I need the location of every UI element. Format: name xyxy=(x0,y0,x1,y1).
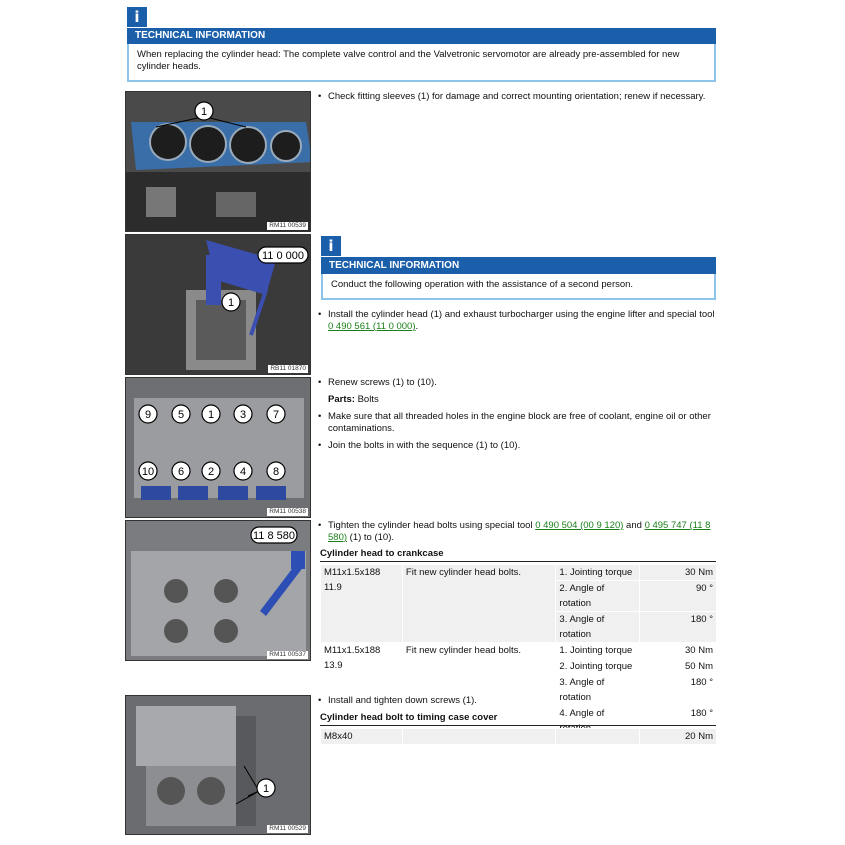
bolt-sequence-illustration xyxy=(126,378,311,518)
value-cell: 180 ° xyxy=(640,675,717,706)
callout-1: 1 xyxy=(227,297,235,309)
value-cell: 30 Nm xyxy=(640,643,717,659)
value-cell: 90 ° xyxy=(640,581,717,612)
engine-lifter-illustration xyxy=(126,235,311,375)
step-cell: 2. Jointing torque xyxy=(556,659,640,675)
step4-text: Tighten the cylinder head bolts using special tool xyxy=(328,520,536,531)
callout-9: 9 xyxy=(144,409,152,421)
callout-10: 10 xyxy=(141,466,155,478)
step4-text-end: (1) to (10). xyxy=(347,532,395,543)
callout-1: 1 xyxy=(207,409,215,421)
bolt-cell: M11x1.5x188 13.9 xyxy=(321,643,403,737)
callout-1: 1 xyxy=(200,106,208,118)
info-text: Conduct the following operation with the assistance of a second person. xyxy=(321,274,716,300)
table-row xyxy=(321,643,717,659)
table-title: Cylinder head bolt to timing case cover xyxy=(320,712,716,726)
step3-bullet-1: • Renew screws (1) to (10). xyxy=(318,377,718,389)
callout-5: 5 xyxy=(177,409,185,421)
tool-link[interactable]: 0 490 561 (11 0 000) xyxy=(328,321,416,332)
step-cell: 1. Jointing torque xyxy=(556,643,640,659)
callout-3: 3 xyxy=(239,409,247,421)
step-cell: 4. Angle of xyxy=(556,706,640,737)
image-code: RM11 00537 xyxy=(269,651,306,658)
value-cell: 180 ° xyxy=(640,612,717,643)
callout-6: 6 xyxy=(177,466,185,478)
timing-case-table xyxy=(320,728,717,745)
image-code: RM11 00539 xyxy=(269,222,306,229)
info-title: TECHNICAL INFORMATION xyxy=(321,257,716,274)
engine-block-illustration xyxy=(126,92,311,232)
photo-special-tool xyxy=(125,520,311,661)
callout-8: 8 xyxy=(272,466,280,478)
empty-cell xyxy=(556,729,640,745)
table-title: Cylinder head to crankcase xyxy=(320,548,716,562)
table-row xyxy=(321,565,717,581)
callout-2: 2 xyxy=(207,466,215,478)
callout-4: 4 xyxy=(239,466,247,478)
info-title: TECHNICAL INFORMATION xyxy=(127,28,716,44)
step3-bullet-2: • Make sure that all threaded holes in the engine block are free of coolant, engine oil or other contaminations. xyxy=(318,411,718,435)
callout-1: 1 xyxy=(262,783,270,795)
info-icon: i xyxy=(127,7,147,27)
image-code: RB11 01870 xyxy=(270,365,306,372)
step2-bullet xyxy=(318,309,718,333)
parts-line xyxy=(328,394,379,406)
value-cell: 20 Nm xyxy=(640,729,717,745)
photo-engine-lifter xyxy=(125,234,311,375)
step4-text-mid: and xyxy=(623,520,645,531)
info-icon: i xyxy=(321,236,341,256)
step-cell: 1. Jointing torque xyxy=(556,565,640,581)
callout-tool: 11 0 000 xyxy=(261,250,305,262)
parts-label: Parts: xyxy=(328,394,355,405)
step1-bullet: • Check fitting sleeves (1) for damage and correct mounting orientation; renew if necessary. xyxy=(318,91,718,103)
image-code: RM11 00538 xyxy=(269,508,306,515)
table-row xyxy=(321,729,717,745)
tool-link-2[interactable]: 0 495 747 (11 8 580) xyxy=(328,520,711,543)
photo-bolt-sequence xyxy=(125,377,311,518)
bolt-cell: M8x40 xyxy=(321,729,403,745)
note-cell: Fit new cylinder head bolts. xyxy=(402,565,556,643)
step4-bullet xyxy=(318,520,718,544)
callout-7: 7 xyxy=(272,409,280,421)
value-cell: 50 Nm xyxy=(640,659,717,675)
timing-case-illustration xyxy=(126,696,311,835)
photo-engine-block xyxy=(125,91,311,232)
value-cell: 30 Nm xyxy=(640,565,717,581)
note-cell: Fit new cylinder head bolts. xyxy=(402,643,556,737)
callout-tool: 11 8 580 xyxy=(252,530,296,542)
tool-link-1[interactable]: 0 490 504 (00 9 120) xyxy=(535,520,624,531)
step3-bullet-3: • Join the bolts in with the sequence (1) to (10). xyxy=(318,440,718,452)
step-cell: 3. Angle of rotation xyxy=(556,612,640,643)
special-tool-illustration xyxy=(126,521,311,661)
image-code: RM11 00529 xyxy=(269,825,306,832)
step2-text: Install the cylinder head (1) and exhaust turbocharger using the engine lifter and special tool xyxy=(328,309,715,320)
value-cell: 180 ° xyxy=(640,706,717,737)
step-cell: 2. Angle of rotation xyxy=(556,581,640,612)
empty-cell xyxy=(402,729,556,745)
parts-value: Bolts xyxy=(357,394,379,405)
step2-text-end: . xyxy=(415,321,419,332)
photo-timing-case xyxy=(125,695,311,835)
step5-bullet: • Install and tighten down screws (1). xyxy=(318,695,718,707)
bolt-cell: M11x1.5x188 11.9 xyxy=(321,565,403,643)
step-cell: 3. Angle of rotation xyxy=(556,675,640,706)
info-text: When replacing the cylinder head: The complete valve control and the Valvetronic servomotor are already pre-assembled for new cylinder heads. xyxy=(127,44,716,82)
